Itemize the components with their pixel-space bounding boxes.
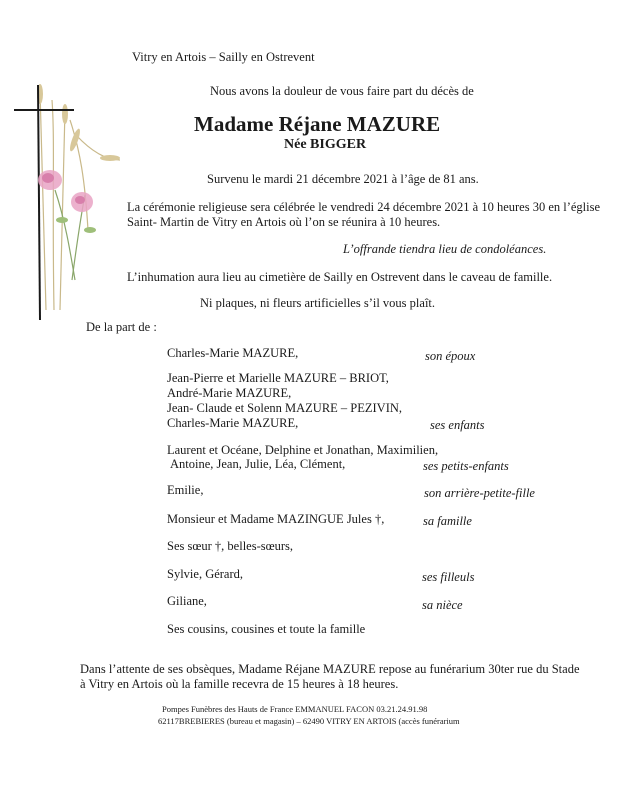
family-heading: De la part de : xyxy=(86,320,157,334)
maiden-name: Née BIGGER xyxy=(284,137,367,152)
location-line: Vitry en Artois – Sailly en Ostrevent xyxy=(132,50,315,64)
relation-label: son arrière-petite-fille xyxy=(424,486,535,500)
burial-line: L’inhumation aura lieu au cimetière de Sailly en Ostrevent dans le caveau de famille. xyxy=(127,270,553,284)
family-member: André-Marie MAZURE, xyxy=(167,386,292,400)
ceremony-line-2: Saint- Martin de Vitry en Artois où l’on se réunira à 10 heures. xyxy=(127,215,441,229)
family-member: Giliane, xyxy=(167,594,207,608)
footer-line-1: Pompes Funèbres des Hauts de France EMMANUEL FACON 03.21.24.91.98 xyxy=(162,704,428,714)
relation-label: sa nièce xyxy=(422,598,463,612)
intro-line: Nous avons la douleur de vous faire part du décès de xyxy=(210,84,474,98)
relation-label: son époux xyxy=(425,349,476,363)
family-member: Monsieur et Madame MAZINGUE Jules †, xyxy=(167,512,385,526)
relation-label: ses enfants xyxy=(430,418,485,432)
cross-with-flowers-illustration xyxy=(10,80,130,320)
family-member: Charles-Marie MAZURE, xyxy=(167,416,299,430)
deceased-name: Madame Réjane MAZURE xyxy=(194,112,441,136)
relation-label: ses petits-enfants xyxy=(423,459,509,473)
family-member: Jean- Claude et Solenn MAZURE – PEZIVIN, xyxy=(167,401,403,415)
family-member: Ses sœur †, belles-sœurs, xyxy=(167,539,294,553)
no-flowers-line: Ni plaques, ni fleurs artificielles s’il vous plaît. xyxy=(200,296,436,310)
family-member: Laurent et Océane, Delphine et Jonathan, Maximilien, xyxy=(167,443,439,457)
offering-note: L’offrande tiendra lieu de condoléances. xyxy=(343,242,547,256)
funerarium-line-1: Dans l’attente de ses obsèques, Madame Réjane MAZURE repose au funérarium 30ter rue du Stade xyxy=(80,662,580,676)
family-member: Sylvie, Gérard, xyxy=(167,567,244,581)
family-member: Emilie, xyxy=(167,483,204,497)
funerarium-line-2: à Vitry en Artois où la famille recevra de 15 heures à 18 heures. xyxy=(80,677,399,691)
relation-label: ses filleuls xyxy=(422,570,475,584)
relation-label: sa famille xyxy=(423,514,472,528)
footer-line-2: 62117BREBIERES (bureau et magasin) – 62490 VITRY EN ARTOIS (accès funérarium xyxy=(158,716,460,726)
family-member: Jean-Pierre et Marielle MAZURE – BRIOT, xyxy=(167,371,389,385)
family-member: Charles-Marie MAZURE, xyxy=(167,346,299,360)
ceremony-line-1: La cérémonie religieuse sera célébrée le vendredi 24 décembre 2021 à 10 heures 30 en l’église xyxy=(127,200,601,214)
family-member: Antoine, Jean, Julie, Léa, Clément, xyxy=(170,457,346,471)
family-member: Ses cousins, cousines et toute la famille xyxy=(167,622,366,636)
death-date: Survenu le mardi 21 décembre 2021 à l’âge de 81 ans. xyxy=(207,172,479,186)
